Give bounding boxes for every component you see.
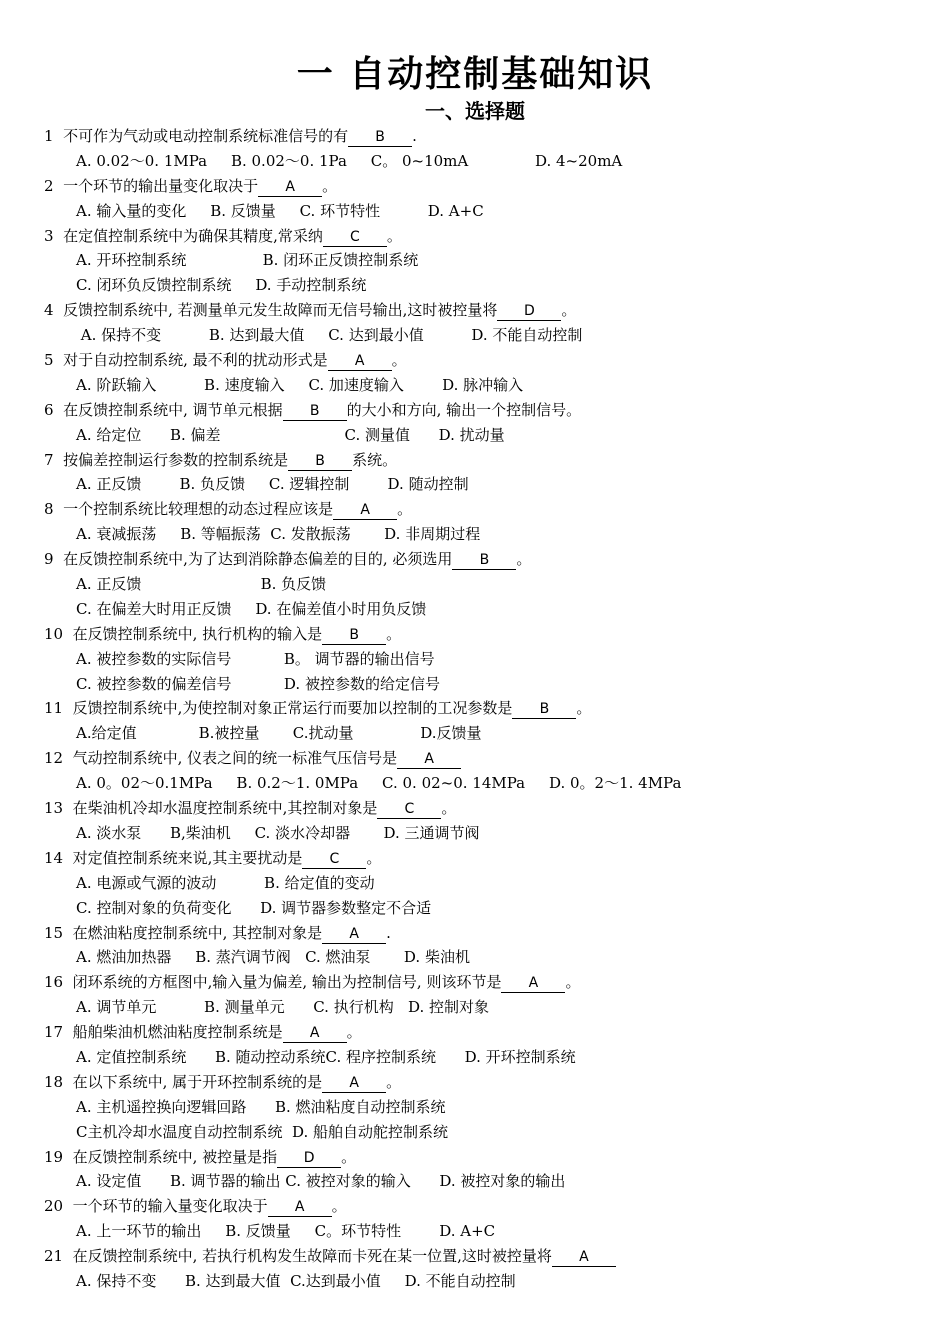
answer-blank: C	[323, 228, 387, 247]
question-number: 4	[44, 301, 64, 320]
question-stem	[44, 547, 924, 572]
question-options: C主机冷却水温度自动控制系统 D. 船舶自动舵控制系统	[76, 1122, 449, 1141]
question-options: A.给定值 B.被控量 C.扰动量 D.反馈量	[76, 724, 482, 743]
answer-blank: B	[288, 452, 352, 471]
question-text: 反馈控制系统中,为使控制对象正常运行而要加以控制的工况参数是	[72, 699, 513, 718]
question-number: 20	[44, 1197, 73, 1216]
page-title: 一 自动控制基础知识	[296, 54, 654, 95]
question-number: 21	[44, 1247, 73, 1266]
question-number: 18	[44, 1072, 73, 1091]
question-stem	[44, 1020, 924, 1045]
question-options: A. 调节单元 B. 测量单元 C. 执行机构 D. 控制对象	[76, 998, 490, 1017]
answer-blank: B	[452, 551, 516, 570]
question-stem	[44, 970, 924, 995]
question-number: 3	[44, 226, 64, 245]
answer-blank: C	[377, 800, 441, 819]
question-number: 1	[44, 127, 64, 145]
question-stem	[44, 1244, 924, 1269]
answer-blank: B	[512, 700, 576, 719]
question-text-after: .	[412, 127, 417, 145]
question-text-after: 。	[346, 1023, 362, 1042]
question-stem	[44, 796, 924, 821]
question-options: A. 设定值 B. 调节器的输出 C. 被控对象的输入 D. 被控对象的输出	[76, 1172, 566, 1191]
question-text: 在定值控制系统中为确保其精度,常采纳	[63, 226, 323, 245]
question-options: C. 控制对象的负荷变化 D. 调节器参数整定不合适	[76, 898, 432, 917]
question-number: 12	[44, 749, 73, 768]
answer-blank: A	[552, 1248, 616, 1267]
question-text-after: 。	[341, 1147, 357, 1166]
question-text: 在反馈控制系统中, 调节单元根据	[63, 400, 283, 419]
question-text: 在反馈控制系统中, 若执行机构发生故障而卡死在某一位置,这时被控量将	[72, 1247, 552, 1266]
question-number: 2	[44, 176, 64, 195]
question-stem	[44, 1194, 924, 1219]
question-stem	[44, 348, 924, 373]
question-text-after: 。	[331, 1197, 347, 1216]
question-text-after: 。	[386, 1072, 402, 1091]
question-text: 反馈控制系统中, 若测量单元发生故障而无信号输出,这时被控量将	[63, 301, 498, 320]
answer-blank: D	[277, 1149, 341, 1168]
answer-blank: A	[258, 178, 322, 197]
question-text-after: 的大小和方向, 输出一个控制信号。	[346, 400, 582, 419]
question-options: A. 开环控制系统 B. 闭环正反馈控制系统	[76, 251, 419, 270]
question-text-after: 。	[386, 226, 402, 245]
question-text: 一个控制系统比较理想的动态过程应该是	[63, 500, 334, 519]
question-options: A. 定值控制系统 B. 随动控动系统C. 程序控制系统 D. 开环控制系统	[76, 1047, 576, 1066]
question-options: A. 0。02～0.1MPa B. 0.2～1. 0MPa C. 0. 02~0. 14MPa D. 0。2～1. 4MPa	[76, 774, 682, 793]
question-options: A. 电源或气源的波动 B. 给定值的变动	[76, 873, 375, 892]
question-text-after: 。	[397, 500, 413, 519]
question-text: 一个环节的输出量变化取决于	[63, 176, 259, 195]
question-stem	[44, 1145, 924, 1170]
question-text: 在反馈控制系统中,为了达到消除静态偏差的目的, 必须选用	[63, 550, 453, 569]
question-options: A. 淡水泵 B,柴油机 C. 淡水冷却器 D. 三通调节阀	[76, 823, 480, 842]
question-stem	[44, 921, 924, 946]
question-text: 船舶柴油机燃油粘度控制系统是	[72, 1023, 283, 1042]
question-number: 8	[44, 500, 64, 519]
question-stem	[44, 448, 924, 473]
answer-blank: B	[322, 626, 386, 645]
question-number: 6	[44, 400, 64, 419]
question-text-after: .	[386, 923, 391, 942]
question-number: 7	[44, 450, 64, 469]
question-text-after: 。	[391, 351, 407, 370]
question-text-after: 。	[565, 973, 581, 992]
question-options: A. 燃油加热器 B. 蒸汽调节阀 C. 燃油泵 D. 柴油机	[76, 948, 470, 967]
question-text: 不可作为气动或电动控制系统标准信号的有	[63, 127, 349, 145]
question-options: A. 上一环节的输出 B. 反馈量 C。环节特性 D. A+C	[76, 1222, 496, 1241]
section-title: 一、选择题	[425, 99, 525, 123]
question-options: A. 衰减振荡 B. 等幅振荡 C. 发散振荡 D. 非周期过程	[76, 525, 481, 544]
question-stem	[44, 174, 924, 199]
question-number: 19	[44, 1147, 73, 1166]
question-text: 在反馈控制系统中, 执行机构的输入是	[72, 624, 323, 643]
question-stem	[44, 224, 924, 249]
question-number: 5	[44, 351, 64, 370]
question-stem	[44, 398, 924, 423]
question-stem	[44, 746, 924, 771]
question-number: 11	[44, 699, 73, 718]
question-text: 在以下系统中, 属于开环控制系统的是	[72, 1072, 323, 1091]
question-options: A. 保持不变 B. 达到最大值 C.达到最小值 D. 不能自动控制	[76, 1271, 516, 1290]
question-stem	[44, 696, 924, 721]
answer-blank: A	[397, 750, 461, 769]
question-stem	[44, 846, 924, 871]
question-list	[44, 124, 924, 1294]
question-options: A. 输入量的变化 B. 反馈量 C. 环节特性 D. A+C	[76, 201, 484, 220]
question-text: 闭环系统的方框图中,输入量为偏差, 输出为控制信号, 则该环节是	[72, 973, 502, 992]
question-options: A. 主机遥控换向逻辑回路 B. 燃油粘度自动控制系统	[76, 1097, 446, 1116]
answer-blank: A	[322, 925, 386, 944]
answer-blank: D	[497, 302, 561, 321]
question-text-after: 。	[576, 699, 592, 718]
question-options: A. 给定位 B. 偏差 C. 测量值 D. 扰动量	[76, 425, 505, 444]
question-options: C. 被控参数的偏差信号 D. 被控参数的给定信号	[76, 674, 440, 693]
question-text: 对定值控制系统来说,其主要扰动是	[72, 848, 303, 867]
question-options: C. 在偏差大时用正反馈 D. 在偏差值小时用负反馈	[76, 599, 427, 618]
question-options: A. 被控参数的实际信号 B。 调节器的输出信号	[76, 649, 435, 668]
question-stem	[44, 1070, 924, 1095]
question-text-after: 系统。	[352, 450, 398, 469]
question-options: A. 0.02～0. 1MPa B. 0.02～0. 1Pa C。 0~10mA D. 4~20mA	[76, 151, 623, 170]
question-text: 气动控制系统中, 仪表之间的统一标准气压信号是	[72, 749, 398, 768]
question-text-after: 。	[441, 799, 457, 818]
question-number: 13	[44, 799, 73, 818]
question-text-after: 。	[386, 624, 402, 643]
question-text: 在燃油粘度控制系统中, 其控制对象是	[72, 923, 323, 942]
answer-blank: B	[283, 402, 347, 421]
question-stem	[44, 298, 924, 323]
answer-blank: A	[501, 974, 565, 993]
question-text: 对于自动控制系统, 最不利的扰动形式是	[63, 351, 328, 370]
question-options: A. 阶跃输入 B. 速度输入 C. 加速度输入 D. 脉冲输入	[76, 375, 524, 394]
question-text-after: 。	[516, 550, 532, 569]
question-text: 一个环节的输入量变化取决于	[72, 1197, 268, 1216]
question-number: 9	[44, 550, 64, 569]
answer-blank: B	[348, 128, 412, 147]
question-number: 10	[44, 624, 73, 643]
question-text-after: 。	[366, 848, 382, 867]
question-options: A. 保持不变 B. 达到最大值 C. 达到最小值 D. 不能自动控制	[76, 326, 583, 345]
answer-blank: A	[328, 352, 392, 371]
question-number: 17	[44, 1023, 73, 1042]
question-text: 在反馈控制系统中, 被控量是指	[72, 1147, 278, 1166]
question-options: A. 正反馈 B. 负反馈 C. 逻辑控制 D. 随动控制	[76, 475, 469, 494]
question-number: 15	[44, 923, 73, 942]
question-options: C. 闭环负反馈控制系统 D. 手动控制系统	[76, 276, 367, 295]
answer-blank: C	[302, 850, 366, 869]
question-text-after: 。	[322, 176, 338, 195]
answer-blank: A	[268, 1198, 332, 1217]
question-number: 16	[44, 973, 73, 992]
answer-blank: A	[322, 1074, 386, 1093]
answer-blank: A	[283, 1024, 347, 1043]
question-stem	[44, 622, 924, 647]
question-text: 在柴油机冷却水温度控制系统中,其控制对象是	[72, 799, 378, 818]
question-stem	[44, 124, 924, 149]
question-number: 14	[44, 848, 73, 867]
question-stem	[44, 497, 924, 522]
answer-blank: A	[333, 501, 397, 520]
question-text: 按偏差控制运行参数的控制系统是	[63, 450, 289, 469]
question-options: A. 正反馈 B. 负反馈	[76, 575, 327, 594]
question-text-after: 。	[561, 301, 577, 320]
